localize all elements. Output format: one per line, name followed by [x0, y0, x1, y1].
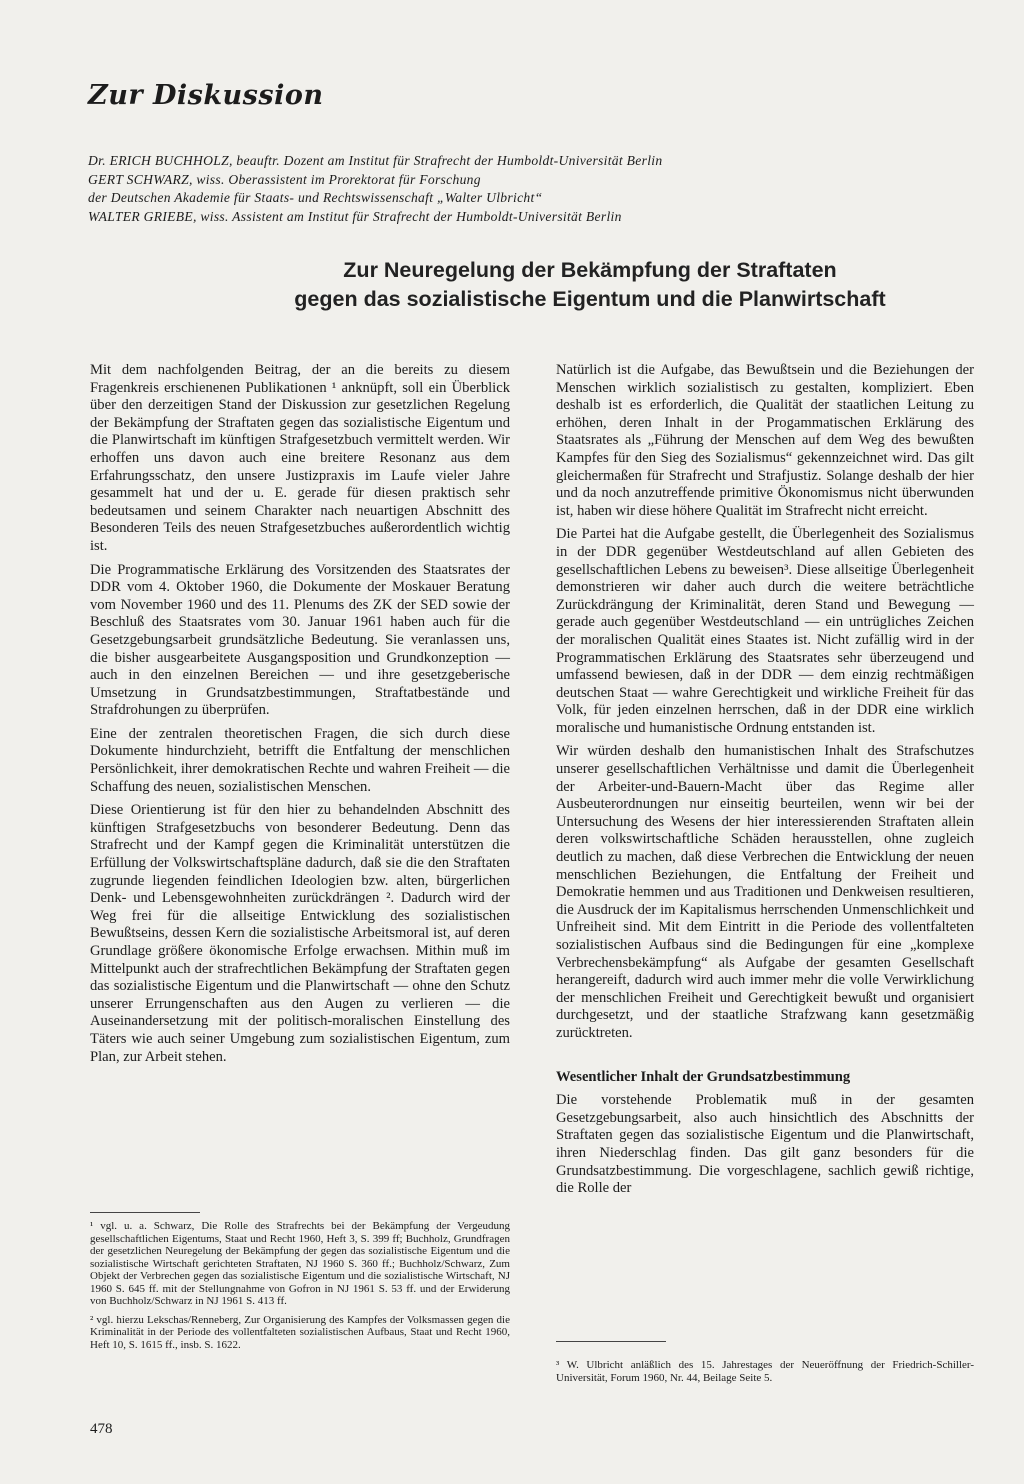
- article-title: [200, 256, 980, 314]
- title-line-1: Zur Neuregelung der Bekämpfung der Straftaten: [343, 258, 837, 282]
- footnotes-right: [556, 1348, 974, 1395]
- footnote-rule-left: [90, 1212, 200, 1213]
- author-line: GERT SCHWARZ, wiss. Oberassistent im Prorektorat für Forschung: [88, 171, 481, 187]
- title-line-2: gegen das sozialistische Eigentum und die Planwirtschaft: [294, 287, 886, 311]
- footnote: ² vgl. hierzu Lekschas/Renneberg, Zur Organisierung des Kampfes der Volksmassen gegen die Kriminalität in der Periode des vollentfalteten sozialistischen Aufbaus, Staat und Recht 1960, Heft 10, S. 1615 ff., insb. S. 1622.: [90, 1313, 510, 1351]
- paragraph: Die Partei hat die Aufgabe gestellt, die Überlegenheit des Sozialismus in der DDR gegenüber Westdeutschland auf allen Gebieten des gesellschaftlichen Lebens zu beweisen³. Diese allseitige Überlegenheit demonstrieren wir daher auch durch die weitere beträchtliche Zurückdrängung der Kriminalität, deren Stand und Bewegung — gerade auch gegenüber Westdeutschland — ein untrügliches Zeichen der moralischen Qualität eines Staates ist. Nicht zufällig wird in der Programmatischen Erklärung des Staatsrates sehr überzeugend und umfassend bewiesen, daß in der DDR — dem einzig rechtmäßigen deutschen Staat — wahre Gerechtigkeit und wirkliche Freiheit für das Volk, für jeden einzelnen herrschen, daß in der DDR eine wirklich moralische und humanistische Ordnung entstanden ist.: [556, 526, 974, 736]
- paragraph: Die Programmatische Erklärung des Vorsitzenden des Staatsrates der DDR vom 4. Oktober 1960, die Dokumente der Moskauer Beratung vom November 1960 und des 11. Plenums des ZK der SED sowie der Beschluß des Staatsrates vom 30. Januar 1961 haben auch für die Gesetzgebungsarbeit grundsätzliche Bedeutung. Sie veranlassen uns, die bisher ausgearbeitete Ausgangsposition und Grundkonzeption — auch in den einzelnen Bereichen — und ihre gesetzgeberische Umsetzung in Grundsatzbestimmungen, Straftatbestände und Strafdrohungen zu überprüfen.: [90, 561, 510, 719]
- paragraph: Diese Orientierung ist für den hier zu behandelnden Abschnitt des künftigen Strafgesetzbuchs von besonderer Bedeutung. Denn das Strafrecht und der Kampf gegen die Kriminalität unterstützen die Erfüllung der Volkswirtschaftspläne dadurch, daß sie die den Straftaten zugrunde liegenden feindlichen Ideologien bzw. alten, bürgerlichen Denk- und Lebensgewohnheiten zurückdrängen ². Dadurch wird der Weg frei für die allseitige Entwicklung des sozialistischen Bewußtseins, dessen Kern die sozialistische Arbeitsmoral ist, auf deren Grundlage größere ökonomische Erfolge erwachsen. Mithin muß im Mittelpunkt auch der strafrechtlichen Bekämpfung der Straftaten gegen das sozialistische Eigentum und die Planwirtschaft — ohne den Schutz unserer Errungenschaften aus den Augen zu verlieren — die Auseinandersetzung mit der politisch-moralischen Einstellung des Täters wie auch seiner Umgebung zum sozialistischen Eigentum, zum Plan, zur Arbeit stehen.: [90, 802, 510, 1065]
- author-line: Dr. ERICH BUCHHOLZ, beauftr. Dozent am Institut für Strafrecht der Humboldt-Universität Berlin: [88, 153, 663, 168]
- section-subheading: Wesentlicher Inhalt der Grundsatzbestimmung: [556, 1068, 851, 1085]
- right-column: [556, 362, 974, 1204]
- page-number: 478: [90, 1421, 113, 1437]
- footnote: ¹ vgl. u. a. Schwarz, Die Rolle des Strafrechts bei der Bekämpfung der Vergeudung gesellschaftlichen Eigentums, Staat und Recht 1960, Heft 3, S. 399 ff; Buchholz, Grundfragen der gesetzlichen Neuregelung der Bekämpfung der gegen das sozialistische Eigentum und die sozialistische Wirtschaft gerichteten Straftaten, NJ 1960 S. 360 ff.; Buchholz/Schwarz, Zum Objekt der Verbrechen gegen das sozialistische Eigentum und die sozialistische Wirtschaft, NJ 1960 S. 645 ff. mit der Stellungnahme von Gofron in NJ 1961 S. 53 ff. und der Erwiderung von Buchholz/Schwarz in NJ 1961 S. 413 ff.: [90, 1220, 510, 1307]
- paragraph: Eine der zentralen theoretischen Fragen, die sich durch diese Dokumente hindurchzieht, betrifft die Entfaltung der menschlichen Persönlichkeit, ihrer demokratischen Rechte und wahren Freiheit — die Schaffung des neuen, sozialistischen Menschen.: [90, 725, 510, 795]
- paragraph: Natürlich ist die Aufgabe, das Bewußtsein und die Beziehungen der Menschen wirklich sozialistisch zu gestalten, kompliziert. Eben deshalb ist es erforderlich, die Qualität der staatlichen Leitung zu erhöhen, deren Inhalt in der Progammatischen Erklärung des Staatsrates als „Führung der Menschen auf dem Weg des bewußten Kampfes für den Sieg des Sozialismus“ gekennzeichnet wird. Das gilt gleichermaßen für Strafrecht und Strafjustiz. Solange deshalb der hier und da noch anzutreffende primitive Ökonomismus nicht überwunden ist, haben wir diese höhere Qualität im Strafrecht nicht erreicht.: [556, 362, 974, 519]
- paragraph: Die vorstehende Problematik muß in der gesamten Gesetzgebungsarbeit, also auch hinsichtlich des Abschnitts der Straftaten gegen das sozialistische Eigentum und die Planwirtschaft, ihren Niederschlag finden. Das gilt ganz besonders für die Grundsatzbestimmung. Die vorgeschlagene, sachlich gewiß richtige, die Rolle der: [556, 1092, 974, 1197]
- author-line: der Deutschen Akademie für Staats- und Rechtswissenschaft „Walter Ulbricht“: [88, 190, 543, 205]
- author-line: WALTER GRIEBE, wiss. Assistent am Institut für Strafrecht der Humboldt-Universität Berlin: [88, 208, 622, 224]
- section-label: Zur Diskussion: [88, 80, 324, 111]
- paragraph: Mit dem nachfolgenden Beitrag, der an die bereits zu diesem Fragenkreis erschienenen Publikationen ¹ anknüpft, soll ein Überblick über den derzeitigen Stand der Diskussion zur gesetzlichen Regelung der Bekämpfung der Straftaten gegen das sozialistische Eigentum und die Planwirtschaft im künftigen Strafgesetzbuch vermittelt werden. Wir erhoffen uns davon auch eine breitere Resonanz aus dem Erfahrungsschatz, den unsere Justizpraxis im Laufe vieler Jahre gesammelt hat und der u. E. gerade für diesen praktisch sehr bedeutsamen und seinem Charakter nach neuartigen Abschnitt des Besonderen Teils des neuen Strafgesetzbuches außerordentlich wichtig ist.: [90, 362, 510, 554]
- footnotes-left: [90, 1220, 510, 1357]
- footnote: ³ W. Ulbricht anläßlich des 15. Jahrestages der Neueröffnung der Friedrich-Schiller-Universität, Forum 1960, Nr. 44, Beilage Seite 5.: [556, 1359, 974, 1384]
- footnote-rule-right: [556, 1341, 666, 1342]
- left-column: [90, 362, 510, 1072]
- paragraph: Wir würden deshalb den humanistischen Inhalt des Strafschutzes unserer gesellschaftlichen Verhältnisse und damit die Überlegenheit der Arbeiter-und-Bauern-Macht über das Regime aller Ausbeuterordnungen nur einseitig beurteilen, wenn wir bei der Untersuchung des Wesens der hier interessierenden Straftaten allein deren volkswirtschaftliche Schäden herausstellen, ohne zugleich deutlich zu machen, daß diese Verbrechen die Entwicklung der neuen menschlichen Beziehungen, die Entfaltung der Freiheit und Demokratie hemmen und aus Traditionen und Denkweisen resultieren, die Ausdruck der im Kapitalismus herrschenden Unmenschlichkeit und Unfreiheit sind. Mit dem Eintritt in die Periode des vollentfalteten sozialistischen Aufbaus sind die Bedingungen für eine „komplexe Verbrechensbekämpfung“ als Aufgabe der gesamten Gesellschaft herangereift, dadurch wird auch immer mehr die volle Verwirklichung der menschlichen Freiheit und Gerechtigkeit bewußt und organisiert durchgesetzt, und der staatliche Strafzwang kann gesetzmäßig zurücktreten.: [556, 743, 974, 1041]
- author-block: [88, 152, 888, 226]
